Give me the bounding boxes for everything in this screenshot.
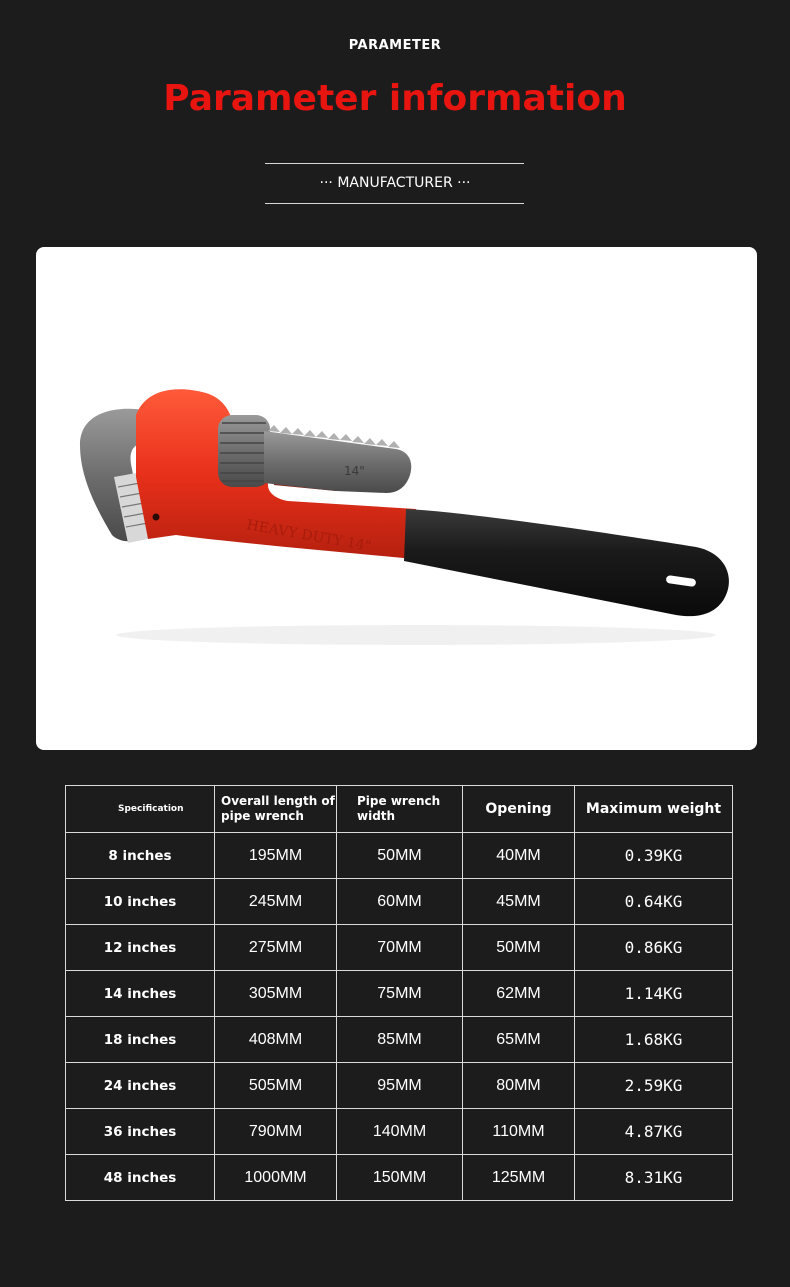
table-header-row [66,786,733,833]
row-weight: 8.31KG [575,1155,733,1201]
row-length: 1000MM [215,1155,337,1201]
row-opening: 110MM [463,1109,575,1155]
header-width-line2: width [357,809,396,823]
row-width: 140MM [337,1109,463,1155]
row-width: 75MM [337,971,463,1017]
header-opening: Opening [463,786,575,833]
row-weight: 0.64KG [575,879,733,925]
row-length: 275MM [215,925,337,971]
row-weight: 4.87KG [575,1109,733,1155]
row-size: 10 inches [66,879,215,925]
row-size: 48 inches [66,1155,215,1201]
row-weight: 0.39KG [575,833,733,879]
page-title: Parameter information [163,78,627,119]
row-opening: 125MM [463,1155,575,1201]
table-row [66,833,733,879]
row-opening: 50MM [463,925,575,971]
table-row [66,971,733,1017]
row-weight: 2.59KG [575,1063,733,1109]
row-length: 790MM [215,1109,337,1155]
eyebrow-label: PARAMETER [348,38,442,53]
row-length: 408MM [215,1017,337,1063]
table-row [66,1063,733,1109]
row-width: 60MM [337,879,463,925]
jaw-marking: 14" [344,464,365,478]
header-overall-length-line2: pipe wrench [221,809,304,823]
row-width: 95MM [337,1063,463,1109]
manufacturer-subtitle: ··· MANUFACTURER ··· [319,175,471,191]
header-width-line1: Pipe wrench [357,794,441,808]
row-length: 505MM [215,1063,337,1109]
embossed-text: HEAVY DUTY 14" [245,517,373,555]
divider-bottom [265,203,524,204]
row-width: 70MM [337,925,463,971]
table-row [66,1017,733,1063]
row-size: 24 inches [66,1063,215,1109]
table-row [66,1109,733,1155]
row-opening: 45MM [463,879,575,925]
table-row [66,1155,733,1201]
row-size: 14 inches [66,971,215,1017]
row-weight: 1.14KG [575,971,733,1017]
row-size: 18 inches [66,1017,215,1063]
header-max-weight: Maximum weight [575,786,733,833]
row-size: 36 inches [66,1109,215,1155]
row-width: 85MM [337,1017,463,1063]
row-opening: 80MM [463,1063,575,1109]
header-width [337,786,463,833]
header-overall-length [215,786,337,833]
row-weight: 1.68KG [575,1017,733,1063]
pipe-wrench-illustration [36,247,757,750]
divider-top [265,163,524,164]
row-weight: 0.86KG [575,925,733,971]
row-width: 150MM [337,1155,463,1201]
row-size: 8 inches [66,833,215,879]
header-specification: Specification [66,786,215,833]
row-width: 50MM [337,833,463,879]
row-length: 245MM [215,879,337,925]
table-row [66,925,733,971]
header-overall-length-line1: Overall length of [221,794,335,808]
row-opening: 40MM [463,833,575,879]
row-opening: 65MM [463,1017,575,1063]
row-size: 12 inches [66,925,215,971]
product-photo-card [36,247,757,750]
parameter-table [65,785,733,1201]
row-length: 305MM [215,971,337,1017]
row-length: 195MM [215,833,337,879]
row-opening: 62MM [463,971,575,1017]
table-row [66,879,733,925]
